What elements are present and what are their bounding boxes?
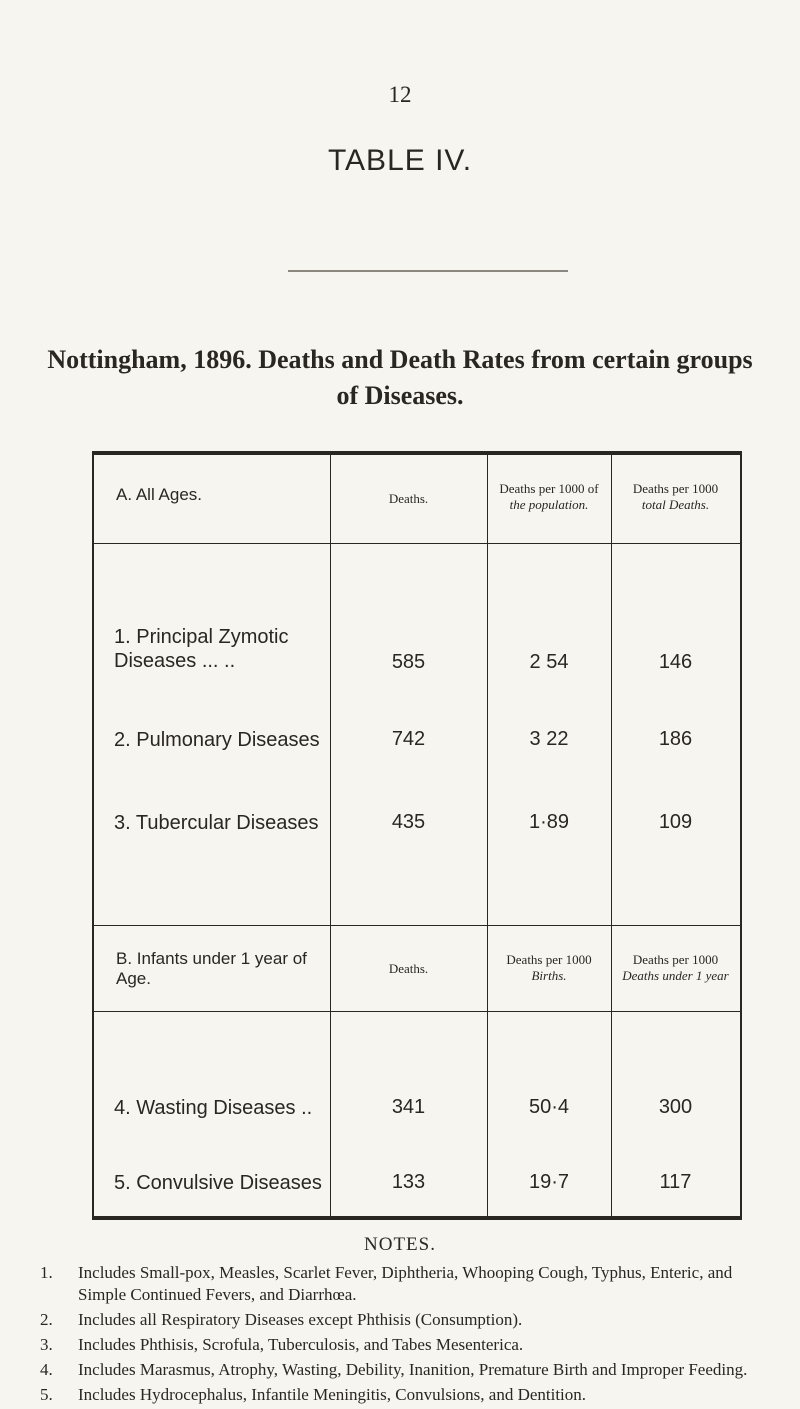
note-number: 3. [40,1335,53,1354]
table-row-label: 3. Tubercular Diseases [114,812,319,834]
table-cell-deaths: 133 [391,1171,426,1193]
section-a-share-header-line1: Deaths per 1000 [632,481,719,496]
table-cell-deaths: 742 [391,728,426,750]
note-item [40,1309,770,1331]
table-cell-rate: 1·89 [528,811,570,833]
table-row-label: 1. Principal Zymotic Diseases ... .. [114,626,289,672]
section-b-label: B. Infants under 1 year of Age. [116,949,307,988]
row-divider [94,1011,740,1012]
section-b-rate-header [487,952,611,984]
section-a-rate-header-line1: Deaths per 1000 of [499,481,599,496]
notes-heading: NOTES. [364,1234,436,1255]
page-number: 12 [388,82,412,107]
note-item [40,1262,770,1306]
table-cell-deaths: 341 [391,1096,426,1118]
table-cell-deaths: 435 [391,811,426,833]
section-a-share-header [611,481,740,513]
table-cell-share: 300 [658,1096,693,1118]
section-a-rate-header-line2: the population. [509,497,589,512]
section-b-deaths-header: Deaths. [388,961,429,976]
table-cell-rate: 3 22 [529,728,569,750]
section-a-share-header-line2: total Deaths. [641,497,710,512]
table-row-label: 5. Convulsive Diseases [114,1172,322,1194]
note-text: Includes Small-pox, Measles, Scarlet Fever, Diphtheria, Whooping Cough, Typhus, Enteric, and Simple Continued Fevers, and Diarrhœa. [78,1263,733,1304]
section-b-rate-header-line1: Deaths per 1000 [506,952,592,967]
note-number: 5. [40,1385,53,1404]
note-text: Includes Marasmus, Atrophy, Wasting, Debility, Inanition, Premature Birth and Improper Feeding. [78,1360,748,1379]
table-cell-rate: 50·4 [528,1096,570,1118]
table-heading: TABLE IV. [327,144,473,177]
statistics-table [92,451,742,1220]
note-number: 4. [40,1360,53,1379]
note-text: Includes all Respiratory Diseases except Phthisis (Consumption). [78,1310,523,1329]
section-b-share-header [611,952,740,984]
row-divider [94,543,740,544]
document-title: Nottingham, 1896. Deaths and Death Rates from certain groups of Diseases. [47,345,753,410]
section-a-rate-header [487,481,611,513]
table-row-label: 4. Wasting Diseases .. [114,1097,313,1119]
table-cell-share: 109 [658,811,693,833]
section-a-deaths-header: Deaths. [388,491,429,506]
table-cell-share: 186 [658,728,693,750]
table-cell-share: 117 [659,1171,692,1193]
table-cell-rate: 2 54 [529,651,569,673]
section-a-label: A. All Ages. [116,485,202,504]
table-cell-rate: 19·7 [528,1171,570,1193]
note-number: 2. [40,1310,53,1329]
note-item [40,1334,770,1356]
table-cell-share: 146 [658,651,693,673]
note-item [40,1384,770,1406]
note-text: Includes Hydrocephalus, Infantile Meningitis, Convulsions, and Dentition. [78,1385,587,1404]
row-divider [94,925,740,926]
note-text: Includes Phthisis, Scrofula, Tuberculosis, and Tabes Mesenterica. [78,1335,524,1354]
section-b-rate-header-line2: Births. [531,968,567,983]
note-item [40,1359,770,1381]
divider-rule [288,270,568,272]
notes-list [40,1262,770,1409]
table-row-label: 2. Pulmonary Diseases [114,729,320,751]
table-cell-deaths: 585 [391,651,426,673]
section-b-share-header-line2: Deaths under 1 year [622,968,729,983]
note-number: 1. [40,1263,53,1282]
section-b-share-header-line1: Deaths per 1000 [632,952,719,967]
